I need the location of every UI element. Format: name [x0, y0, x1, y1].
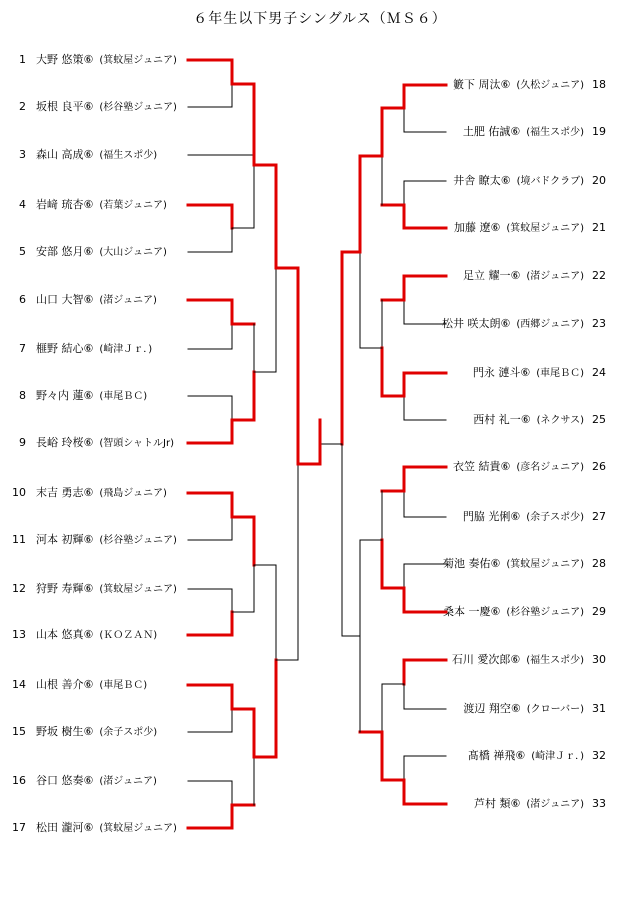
player-club: (西郷ジュニア) [516, 319, 584, 330]
seed-number: 12 [12, 582, 26, 595]
player-club: (久松ジュニア) [516, 80, 584, 91]
player-club: (渚ジュニア) [526, 271, 584, 282]
seed-number: 17 [12, 821, 26, 834]
seed-number: 20 [592, 174, 606, 187]
player-name: 西村 礼一⑥ [473, 413, 531, 426]
player-club: (車尾ＢＣ) [99, 391, 148, 402]
seed-number: 13 [12, 628, 26, 641]
player-name: 岩﨑 琉杏⑥ [36, 198, 94, 211]
seed-number: 22 [592, 269, 606, 282]
player-club: (福生スポ少) [526, 655, 584, 666]
player-club: (渚ジュニア) [99, 295, 157, 306]
player-club: (福生スポ少) [99, 150, 158, 161]
player-name: 大野 悠策⑥ [36, 53, 94, 66]
player-name: 長峪 玲桜⑥ [36, 436, 94, 449]
seed-number: 24 [592, 366, 606, 379]
player-name: 坂根 良平⑥ [36, 100, 94, 113]
player-club: (飛島ジュニア) [99, 488, 167, 499]
seed-number: 33 [592, 797, 606, 810]
player-club: (車尾ＢＣ) [536, 368, 584, 379]
player-club: (余子スポ少) [526, 512, 584, 523]
player-club: (杉谷塾ジュニア) [99, 102, 177, 113]
player-name: 松田 瀧河⑥ [36, 821, 94, 834]
player-club: (渚ジュニア) [526, 799, 584, 810]
seed-number: 9 [19, 436, 26, 449]
seed-number: 7 [19, 342, 26, 355]
player-name: 末吉 勇志⑥ [36, 486, 94, 499]
player-name: 河本 初輝⑥ [36, 533, 94, 546]
seed-number: 31 [592, 702, 606, 715]
player-name: 山口 大智⑥ [36, 293, 94, 306]
player-club: (崎津Ｊｒ．) [531, 751, 584, 762]
player-club: (箕蚊屋ジュニア) [99, 55, 177, 66]
player-name: 門永 漣斗⑥ [472, 366, 531, 379]
player-name: 門脇 光俐⑥ [462, 510, 521, 523]
player-name: 加藤 遼⑥ [454, 221, 501, 234]
seed-number: 28 [592, 557, 606, 570]
player-name: 山根 善介⑥ [36, 678, 94, 691]
player-name: 井舎 瞭太⑥ [453, 174, 511, 187]
player-name: 山本 悠真⑥ [36, 628, 94, 641]
player-club: (ＫＯＺＡＮ) [99, 630, 158, 641]
player-club: (福生スポ少) [526, 127, 584, 138]
seed-number: 11 [12, 533, 26, 546]
seed-number: 18 [592, 78, 606, 91]
player-name: 桑本 一慶⑥ [443, 605, 501, 618]
player-name: 森山 高成⑥ [36, 148, 94, 161]
seed-number: 21 [592, 221, 606, 234]
player-club: (箕蚊屋ジュニア) [506, 223, 584, 234]
player-club: (箕蚊屋ジュニア) [99, 584, 177, 595]
player-club: (若葉ジュニア) [99, 200, 167, 211]
seed-number: 19 [592, 125, 606, 138]
seed-number: 15 [12, 725, 26, 738]
seed-number: 16 [12, 774, 26, 787]
player-name: 狩野 寿輝⑥ [36, 582, 94, 595]
player-name: 谷口 悠奏⑥ [36, 774, 94, 787]
player-club: (崎津Ｊｒ．) [99, 344, 153, 355]
player-name: 籔下 周汰⑥ [453, 78, 511, 91]
player-club: (箕蚊屋ジュニア) [506, 559, 584, 570]
player-club: (箕蚊屋ジュニア) [99, 823, 177, 834]
seed-number: 25 [592, 413, 606, 426]
player-name: 土肥 佑誠⑥ [462, 125, 521, 138]
seed-number: 27 [592, 510, 606, 523]
player-club: (渚ジュニア) [99, 776, 157, 787]
player-name: 石川 愛次郎⑥ [451, 653, 521, 666]
player-name: 衣笠 結貴⑥ [453, 460, 511, 473]
seed-number: 23 [592, 317, 606, 330]
seed-number: 3 [19, 148, 26, 161]
seed-number: 10 [12, 486, 26, 499]
player-name: 髙橋 禅飛⑥ [467, 749, 526, 762]
player-name: 野坂 樹生⑥ [36, 725, 94, 738]
player-club: (車尾ＢＣ) [99, 680, 148, 691]
player-name: 渡辺 翔空⑥ [463, 702, 521, 715]
seed-number: 4 [19, 198, 26, 211]
player-name: 足立 耀一⑥ [463, 269, 521, 282]
seed-number: 26 [592, 460, 606, 473]
player-name: 榧野 結心⑥ [36, 342, 94, 355]
seed-number: 6 [19, 293, 26, 306]
seed-number: 14 [12, 678, 26, 691]
seed-number: 32 [592, 749, 606, 762]
player-club: (クローバー) [526, 704, 584, 715]
seed-number: 1 [19, 53, 26, 66]
seed-number: 5 [19, 245, 26, 258]
player-club: (杉谷塾ジュニア) [99, 535, 177, 546]
player-club: (杉谷塾ジュニア) [506, 607, 584, 618]
seed-number: 8 [19, 389, 26, 402]
player-name: 安部 悠月⑥ [36, 245, 94, 258]
player-club: (ネクサス) [536, 415, 584, 426]
player-club: (大山ジュニア) [99, 247, 167, 258]
player-club: (彦名ジュニア) [516, 462, 584, 473]
seed-number: 30 [592, 653, 606, 666]
page-title: ６年生以下男子シングルス（ＭＳ６） [193, 11, 447, 27]
player-club: (境バドクラブ) [516, 176, 584, 187]
player-club: (智頭シャトルJr) [99, 438, 175, 449]
player-name: 菊池 奏佑⑥ [443, 557, 501, 570]
player-name: 芦村 類⑥ [474, 797, 521, 810]
seed-number: 29 [592, 605, 606, 618]
player-name: 野々内 蓮⑥ [36, 389, 94, 402]
seed-number: 2 [19, 100, 26, 113]
player-club: (余子スポ少) [99, 727, 158, 738]
player-name: 松井 咲太朗⑥ [442, 317, 511, 330]
